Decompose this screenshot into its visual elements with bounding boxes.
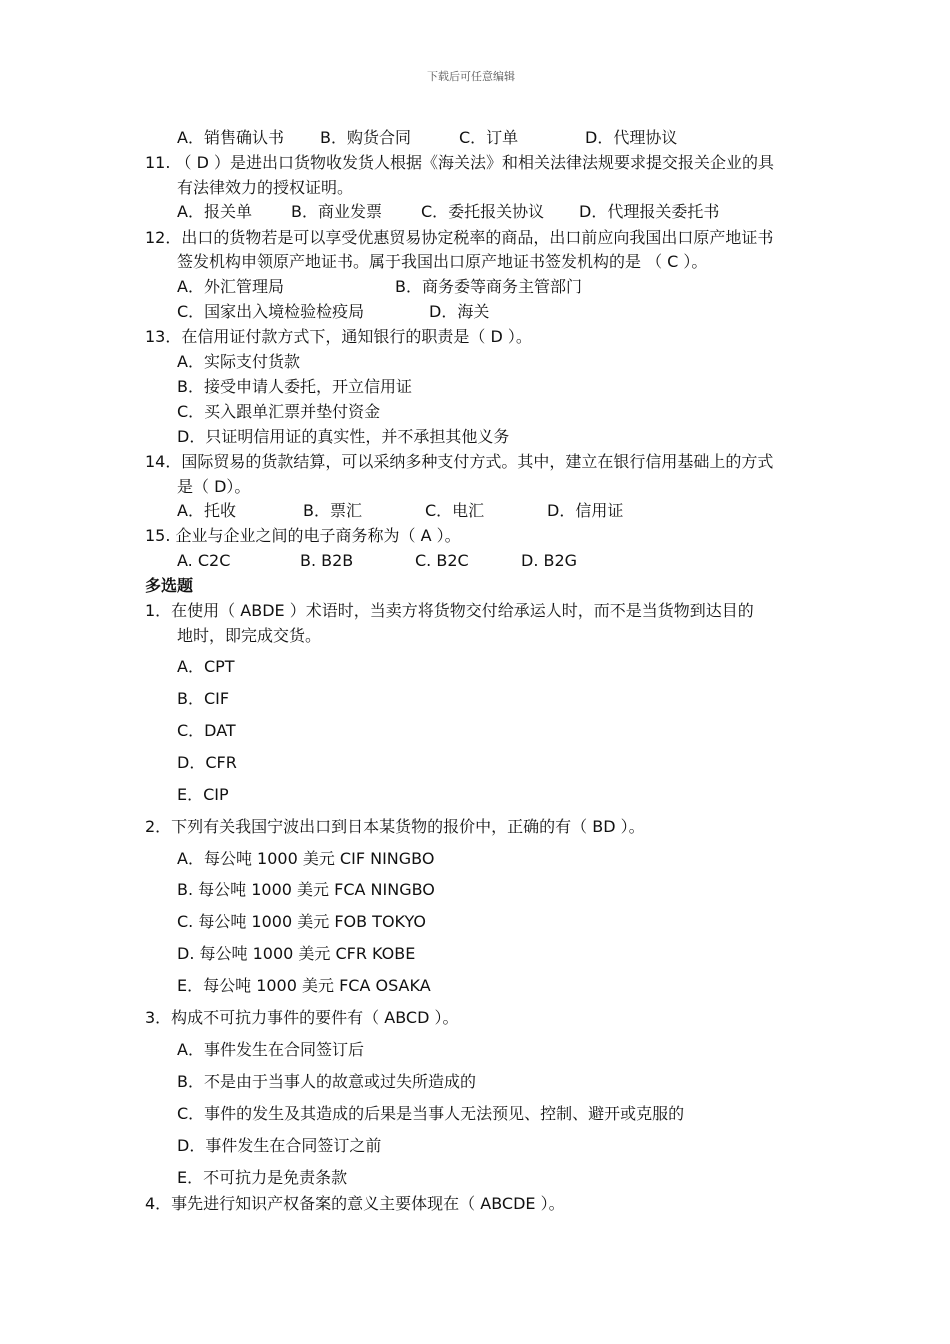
m1-text-line2: 地时，即完成交货。 [177, 626, 322, 645]
m1-option-a: A．CPT [177, 657, 235, 676]
q12-option-b: B．商务委等商务主管部门 [395, 277, 582, 296]
q12-text-line2: 签发机构申领原产地证书。属于我国出口原产地证书签发机构的是 （ C ）。 [177, 252, 708, 271]
q12-option-c: C．国家出入境检验检疫局 [177, 302, 365, 321]
q11-text-line1: 11. （ D ）是进出口货物收发货人根据《海关法》和相关法律法规要求提交报关企业的具 [145, 153, 775, 172]
m3-option-d: D．事件发生在合同签订之前 [177, 1136, 382, 1155]
m3-option-b: B．不是由于当事人的故意或过失所造成的 [177, 1072, 476, 1091]
q11-option-c: C．委托报关协议 [421, 202, 545, 221]
q14-option-a: A．托收 [177, 501, 236, 520]
q11-option-a: A．报关单 [177, 202, 252, 221]
q10-option-b: B．购货合同 [320, 128, 411, 147]
multi-choice-heading: 多选题 [145, 576, 194, 595]
q14-option-b: B．票汇 [303, 501, 362, 520]
q10-option-a: A．销售确认书 [177, 128, 284, 147]
m2-option-c: C. 每公吨 1000 美元 FOB TOKYO [177, 912, 426, 931]
m4-text-line1: 4．事先进行知识产权备案的意义主要体现在（ ABCDE ）。 [145, 1194, 565, 1213]
m3-text-line1: 3．构成不可抗力事件的要件有（ ABCD ）。 [145, 1008, 459, 1027]
m2-option-d: D. 每公吨 1000 美元 CFR KOBE [177, 944, 416, 963]
q14-text-line1: 14．国际贸易的货款结算，可以采纳多种支付方式。其中，建立在银行信用基础上的方式 [145, 452, 774, 471]
m1-option-c: C．DAT [177, 721, 236, 740]
q12-option-a: A．外汇管理局 [177, 277, 284, 296]
m1-text-line1: 1．在使用（ ABDE ）术语时，当卖方将货物交付给承运人时，而不是当货物到达目的 [145, 601, 754, 620]
q10-option-d: D．代理协议 [585, 128, 678, 147]
q13-option-c: C．买入跟单汇票并垫付资金 [177, 402, 381, 421]
m3-option-c: C．事件的发生及其造成的后果是当事人无法预见、控制、避开或克服的 [177, 1104, 685, 1123]
m3-option-e: E．不可抗力是免责条款 [177, 1168, 348, 1187]
q15-text-line1: 15. 企业与企业之间的电子商务称为（ A ）。 [145, 526, 461, 545]
q12-text-line1: 12．出口的货物若是可以享受优惠贸易协定税率的商品，出口前应向我国出口原产地证书 [145, 228, 774, 247]
m1-option-e: E．CIP [177, 785, 229, 804]
q15-option-d: D. B2G [521, 551, 578, 570]
q15-option-a: A. C2C [177, 551, 231, 570]
q12-option-d: D．海关 [429, 302, 490, 321]
page-header: 下载后可任意编辑 [427, 70, 515, 83]
q13-option-b: B．接受申请人委托，开立信用证 [177, 377, 412, 396]
q14-text-line2: 是（ D）。 [177, 477, 251, 496]
q11-option-d: D．代理报关委托书 [579, 202, 720, 221]
q14-option-c: C．电汇 [425, 501, 485, 520]
q13-text-line1: 13．在信用证付款方式下，通知银行的职责是（ D ）。 [145, 327, 532, 346]
q10-option-c: C．订单 [459, 128, 519, 147]
m3-option-a: A．事件发生在合同签订后 [177, 1040, 364, 1059]
q15-option-c: C. B2C [415, 551, 469, 570]
m1-option-b: B．CIF [177, 689, 230, 708]
m2-option-b: B. 每公吨 1000 美元 FCA NINGBO [177, 880, 435, 899]
m2-text-line1: 2．下列有关我国宁波出口到日本某货物的报价中，正确的有（ BD ）。 [145, 817, 645, 836]
q11-text-line2: 有法律效力的授权证明。 [177, 178, 354, 197]
q15-option-b: B. B2B [300, 551, 354, 570]
q14-option-d: D．信用证 [547, 501, 624, 520]
m2-option-a: A．每公吨 1000 美元 CIF NINGBO [177, 849, 435, 868]
m1-option-d: D．CFR [177, 753, 237, 772]
q11-option-b: B．商业发票 [291, 202, 382, 221]
q13-option-d: D．只证明信用证的真实性，并不承担其他义务 [177, 427, 510, 446]
q13-option-a: A．实际支付货款 [177, 352, 300, 371]
m2-option-e: E．每公吨 1000 美元 FCA OSAKA [177, 976, 431, 995]
